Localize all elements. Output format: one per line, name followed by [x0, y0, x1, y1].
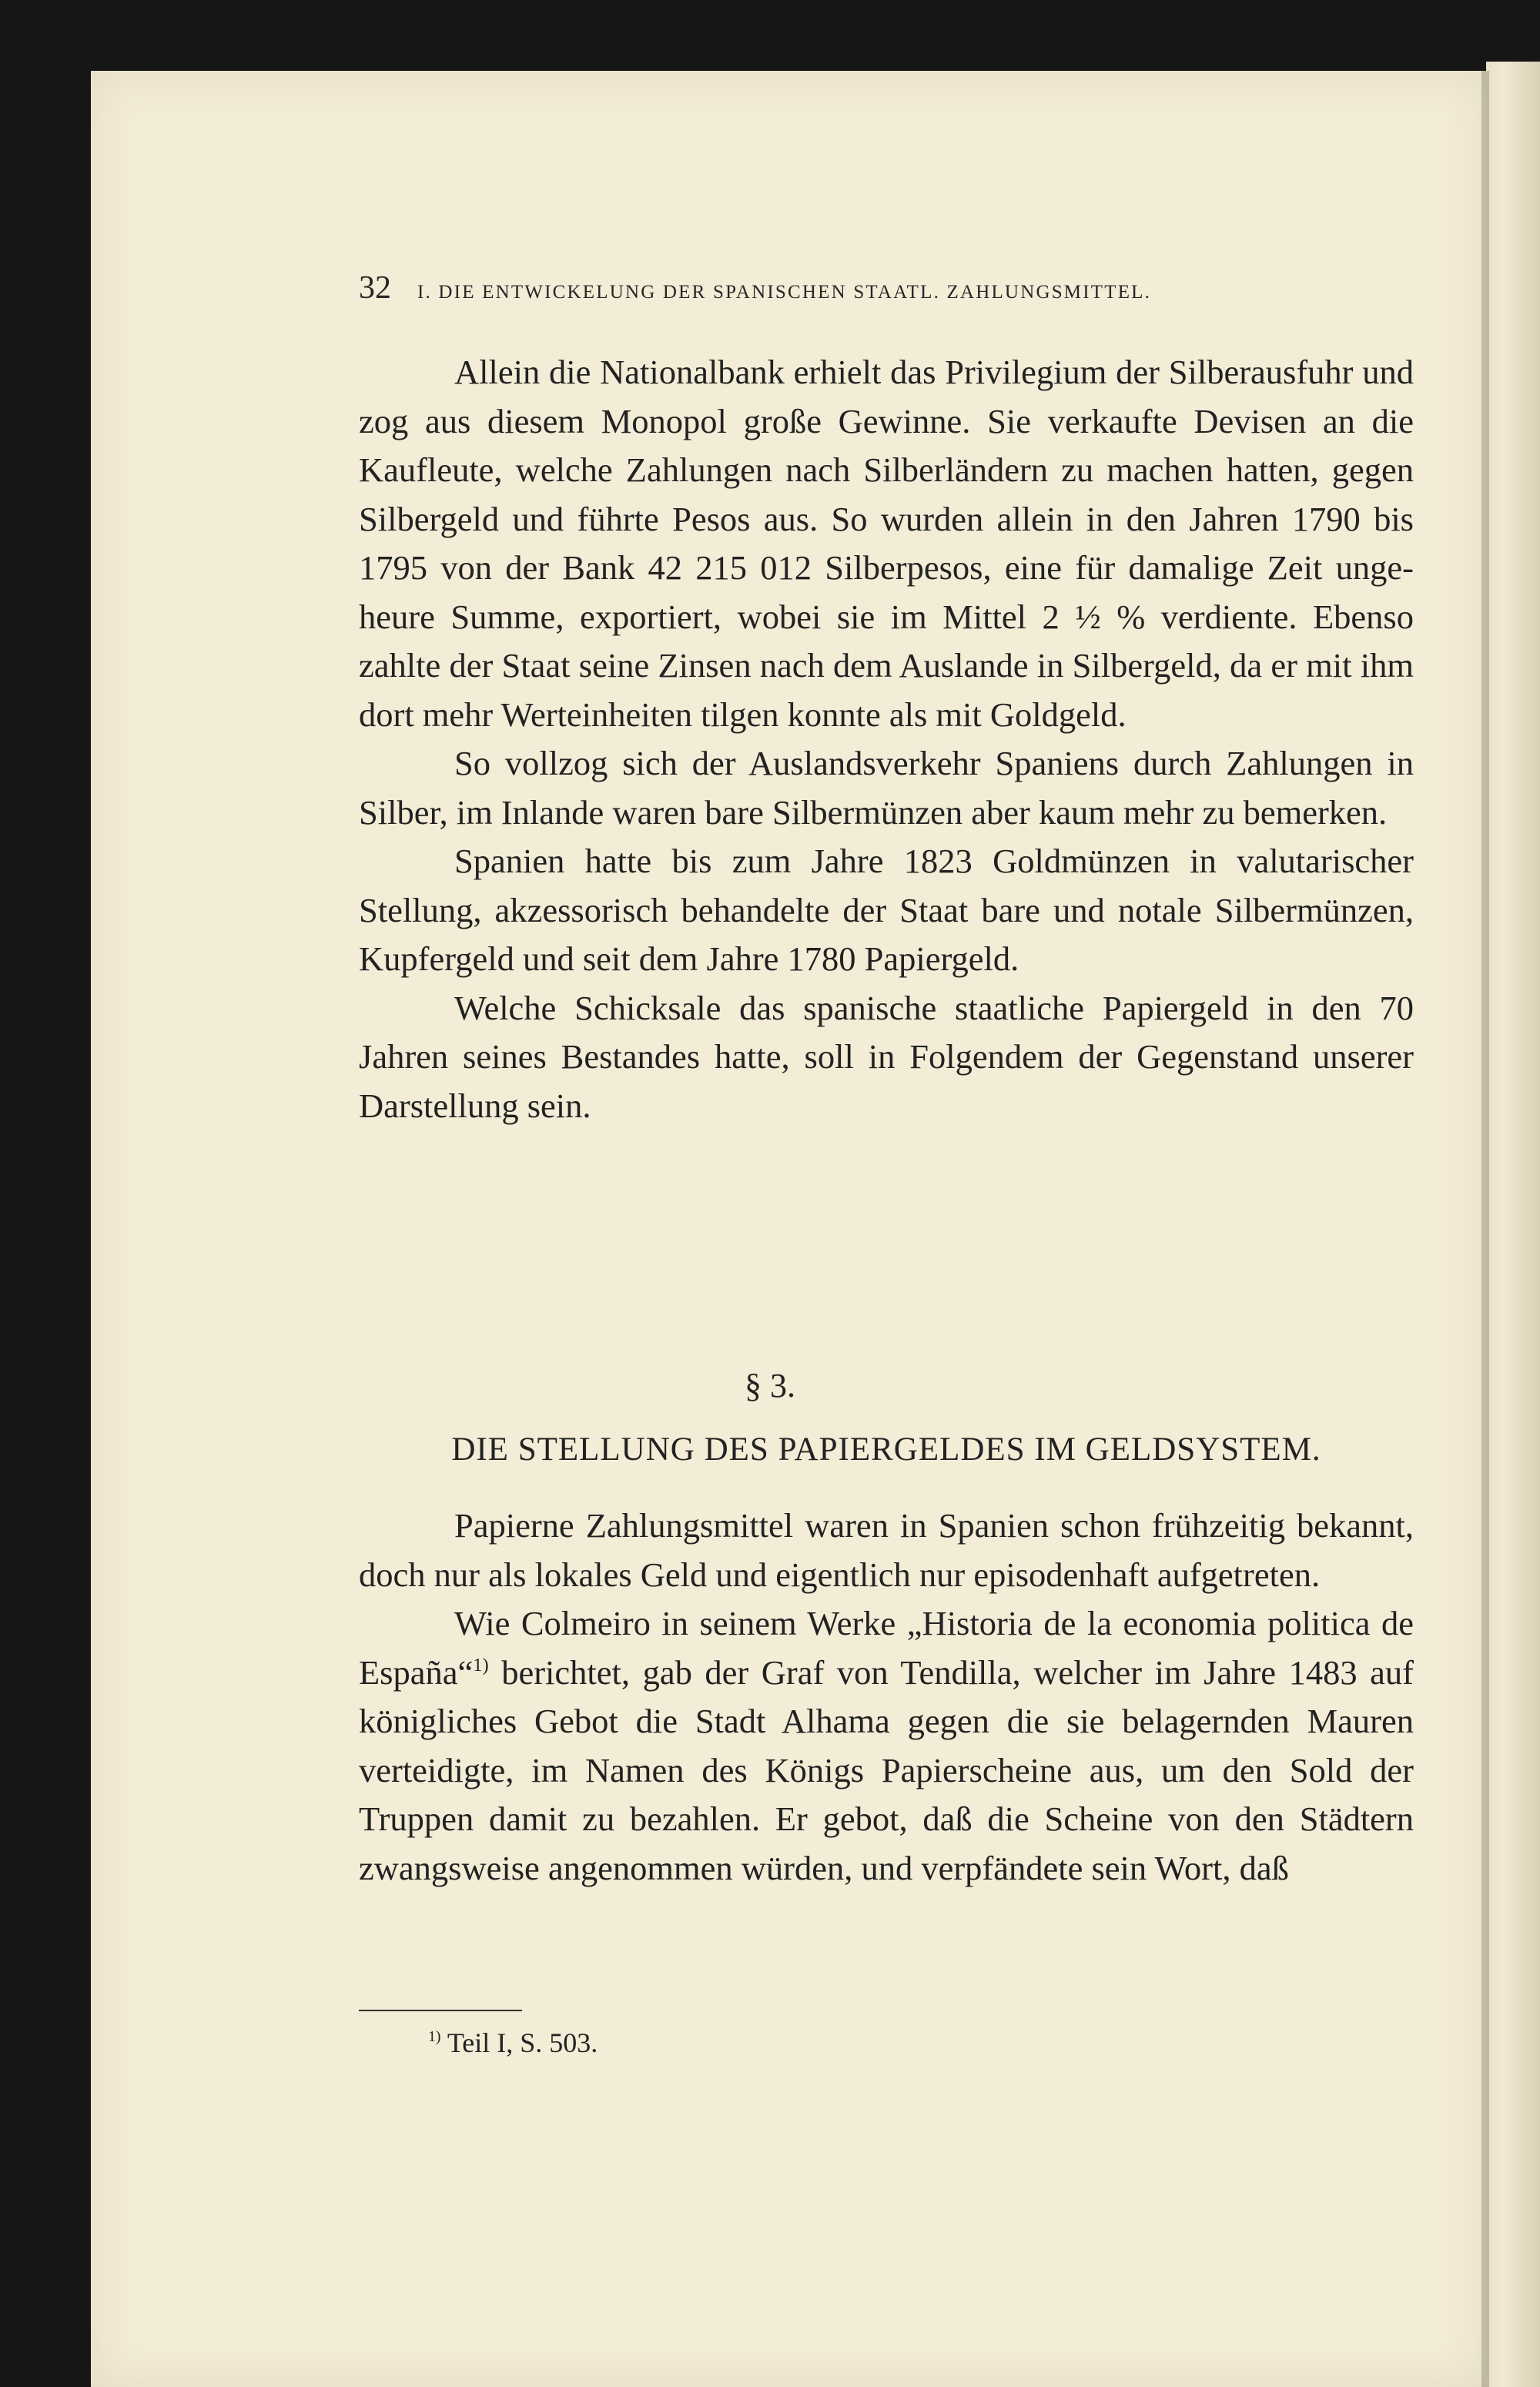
footnote-marker: 1)	[428, 2028, 441, 2046]
section-number: § 3.	[745, 1367, 795, 1404]
paragraph-text: berichtet, gab der Graf von Tendilla, welcher im Jahre 1483 auf königliches Gebot die Stadt Alhama gegen die sie belagernden Mauren verteidigte, im Namen des Königs Papierscheine aus, um den Sold der Truppen damit zu bezahlen. Er gebot, daß die Scheine von den Städtern zwangsweise angenommen würden, und verpfändete sein Wort, daß	[359, 1652, 1414, 1887]
paragraph-with-note	[359, 1599, 1414, 1893]
page-number: 32	[359, 270, 391, 306]
footnote	[428, 2027, 598, 2059]
paragraph: Spanien hatte bis zum Jahre 1823 Goldmünzen in valutarischer Stellung, akzessorisch behandelte der Staat bare und notale Silbermünzen, Kupfergeld und seit dem Jahre 1780 Papiergeld.	[359, 842, 1414, 978]
section-title: DIE STELLUNG DES PAPIERGELDES IM GELDSYSTEM.	[451, 1431, 1321, 1468]
footnote-reference[interactable]: 1)	[473, 1654, 489, 1676]
paragraph: Welche Schicksale das spanische staatliche Papiergeld in den 70 Jahren seines Bestandes hatte, soll in Folgendem der Gegenstand unserer Darstellung sein.	[359, 988, 1414, 1125]
running-head: I. DIE ENTWICKELUNG DER SPANISCHEN STAATL. ZAHLUNGSMITTEL.	[417, 282, 1152, 303]
body-text-upper	[359, 348, 1414, 1130]
page-fold-shadow	[1481, 71, 1489, 2387]
footnote-divider	[359, 2010, 522, 2011]
paragraph: Papierne Zahlungsmittel waren in Spanien schon frühzeitig bekannt, doch nur als lokales Geld und eigentlich nur episodenhaft aufgetreten.	[359, 1506, 1414, 1594]
footnote-text: Teil I, S. 503.	[440, 2027, 598, 2058]
page-header	[359, 270, 1437, 308]
body-text-lower	[359, 1502, 1414, 1893]
paragraph: Allein die Nationalbank erhielt das Privilegium der Silberausfuhr und zog aus diesem Monopol große Gewinne. Sie verkaufte Devisen an die Kaufleute, welche Zahlungen nach Silberländern zu machen hatten, gegen Silbergeld und führte Pesos aus. So wurden allein in den Jahren 1790 bis 1795 von der Bank 42 215 012 Silberpesos, eine für damalige Zeit ungeheure Summe, exportiert, wobei sie im Mittel 2 ½ % verdiente. Ebenso zahlte der Staat seine Zinsen nach dem Auslande in Silbergeld, da er mit ihm dort mehr Werteinheiten tilgen konnte als mit Goldgeld.	[359, 353, 1414, 734]
paragraph: So vollzog sich der Auslandsverkehr Spaniens durch Zahlungen in Silber, im Inlande waren bare Silbermünzen aber kaum mehr zu bemerken.	[359, 744, 1414, 832]
paragraph-text: Wie Colmeiro in seinem Werke „Historia de la economia politica de España“	[359, 1604, 1414, 1692]
page-edge	[1486, 62, 1540, 2387]
